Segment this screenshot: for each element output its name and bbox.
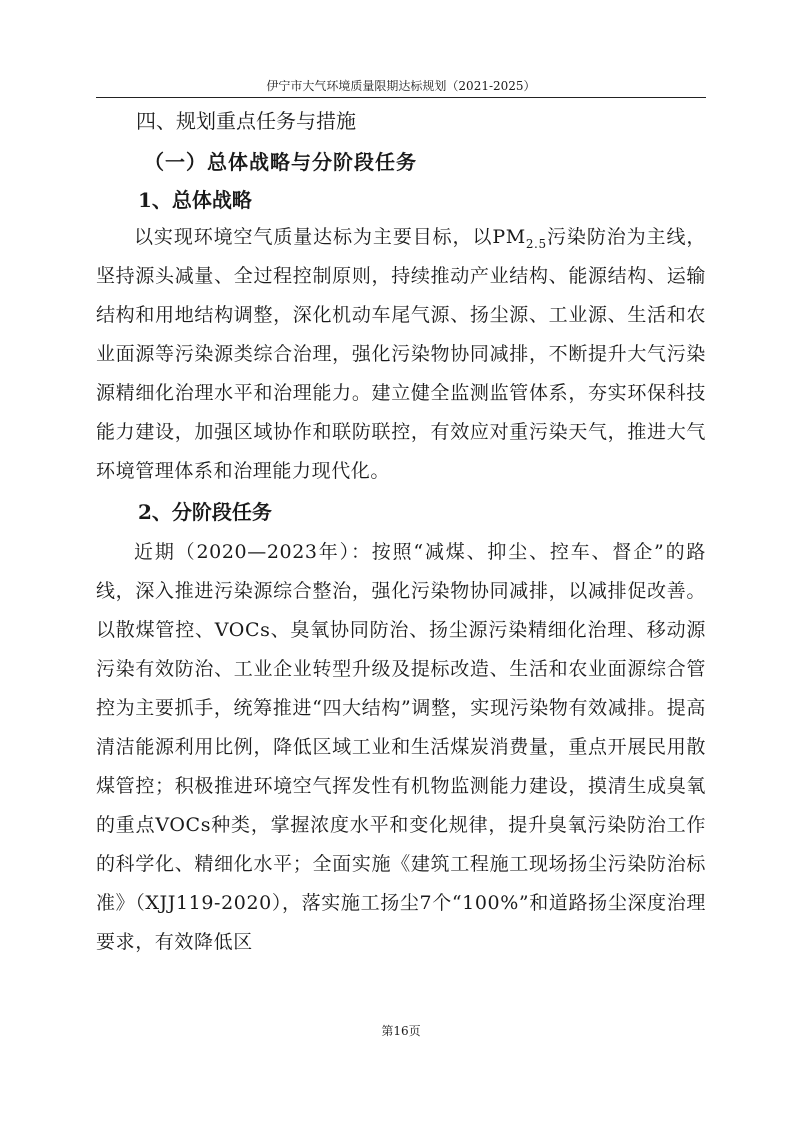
item1-paragraph-rest: 污染防治为主线，坚持源头减量、全过程控制原则，持续推动产业结构、能源结构、运输结构和用地结构调整，深化机动车尾气源、扬尘源、工业源、生活和农业面源等污染源类综合治理，强化污染物协同减排，不断提升大气污染源精细化治理水平和治理能力。建立健全监测监管体系，夯实环保科技能力建设，加强区域协作和联防联控，有效应对重污染天气，推进大气环境管理体系和治理能力现代化。 (96, 226, 706, 482)
subsection-heading: （一）总体战略与分阶段任务 (144, 150, 417, 174)
running-header: 伊宁市大气环境质量限期达标规划（2021-2025） (266, 79, 536, 93)
item1-paragraph-start: 以实现环境空气质量达标为主要目标，以PM (134, 226, 526, 248)
item2-paragraph: 近期（2020—2023年）：按照“减煤、抑尘、控车、督企”的路线，深入推进污染源综合整治，强化污染物协同减排，以减排促改善。以散煤管控、VOCs、臭氧协同防治、扬尘源污染精细化治理、移动源污染有效防治、工业企业转型升级及提标改造、生活和农业面源综合管控为主要抓手，统筹推进“四大结构”调整，实现污染物有效减排。提高清洁能源利用比例，降低区域工业和生活煤炭消费量，重点开展民用散煤管控；积极推进环境空气挥发性有机物监测能力建设，摸清生成臭氧的重点VOCs种类，掌握浓度水平和变化规律，提升臭氧污染防治工作的科学化、精细化水平；全面实施《建筑工程施工现场扬尘污染防治标准》（XJJ119-2020），落实施工扬尘7个“100%”和道路扬尘深度治理要求，有效降低区 (96, 541, 706, 953)
page-content (96, 100, 706, 962)
section-heading: 四、规划重点任务与措施 (136, 109, 356, 133)
header-rule (96, 97, 706, 98)
pm-subscript: 2.5 (525, 236, 547, 251)
item1-heading: 1、总体战略 (138, 188, 252, 212)
page-number: 第16页 (381, 1024, 421, 1038)
item1-paragraph (96, 218, 706, 491)
item2-heading: 2、分阶段任务 (138, 500, 272, 524)
